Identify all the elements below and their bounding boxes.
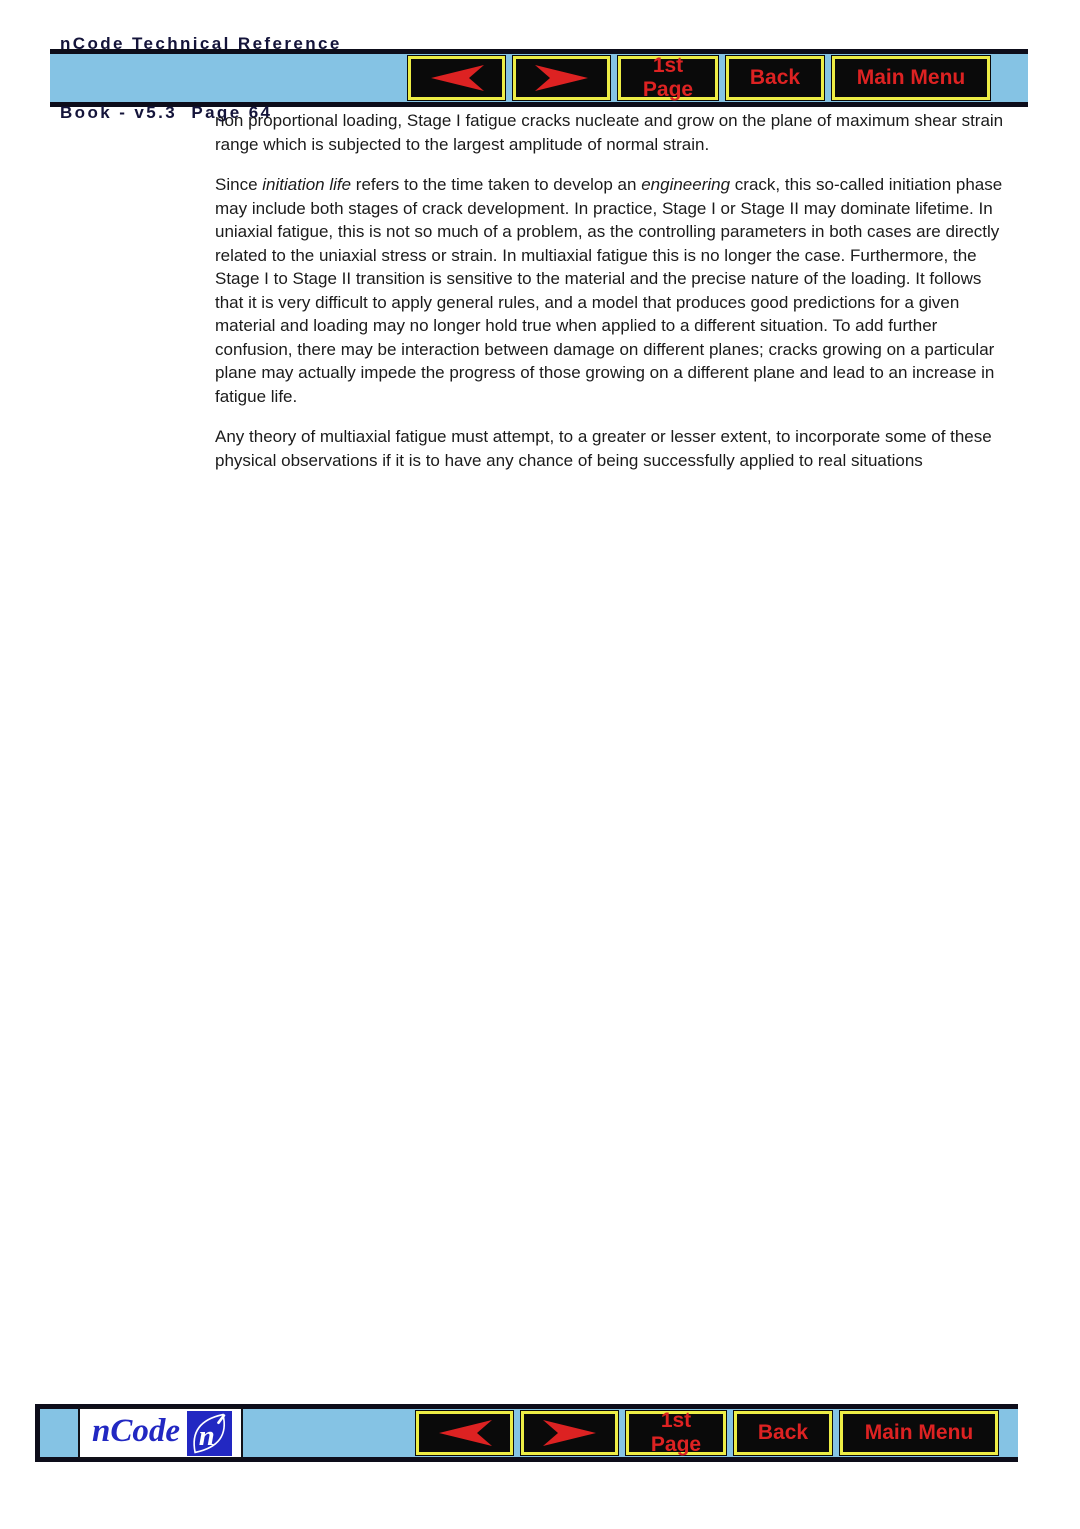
first-page-button[interactable]: 1st Page bbox=[626, 1411, 726, 1455]
page-content bbox=[215, 109, 1012, 489]
footer-nav bbox=[416, 1411, 998, 1455]
prev-page-button[interactable] bbox=[416, 1411, 513, 1455]
paragraph-2-text: Since bbox=[215, 175, 263, 194]
paragraph-3-text: Any theory of multiaxial fatigue must attempt, to a greater or lesser extent, to incorporate some of these physical observations if it is to have any chance of being successfully applied to real situations bbox=[215, 427, 992, 470]
header-nav bbox=[408, 56, 990, 100]
paragraph-2: Since initiation life refers to the time taken to develop an engineering crack, this so-called initiation phase may include both stages of crack development. In practice, Stage I or Stage II may dominate lifetime. In uniaxial fatigue, this is not so much of a problem, as the controlling parameters in both cases are directly related to the uniaxial stress or strain. In multiaxial fatigue this is no longer the case. Furthermore, the Stage I to Stage II transition is sensitive to the material and the precise nature of the loading. It follows that it is very difficult to apply general rules, and a model that produces good predictions for a given material and loading may no longer hold true when applied to a different situation. To add further confusion, there may be interaction between damage on different planes; cracks growing on a particular plane may actually impede the progress of those growing on a different plane and lead to an increase in fatigue life. bbox=[215, 175, 1003, 406]
back-button[interactable]: Back bbox=[726, 56, 824, 100]
header-bar bbox=[50, 34, 1028, 122]
right-arrow-icon bbox=[539, 1418, 601, 1448]
ncode-logo-mark-icon bbox=[187, 1411, 232, 1456]
ncode-logo bbox=[78, 1407, 243, 1459]
title-line-1: nCode Technical Reference bbox=[60, 34, 342, 53]
first-page-button[interactable]: 1st Page bbox=[618, 56, 718, 100]
left-arrow-icon bbox=[434, 1418, 496, 1448]
footer-bar bbox=[35, 1404, 1018, 1462]
paragraph-1-text: non proportional loading, Stage I fatigue cracks nucleate and grow on the plane of maximum shear strain range which is subjected to the largest amplitude of normal strain. bbox=[215, 111, 1004, 154]
next-page-button[interactable] bbox=[521, 1411, 618, 1455]
back-button[interactable]: Back bbox=[734, 1411, 832, 1455]
italic-engineering: engineering bbox=[641, 175, 731, 194]
paragraph-1 bbox=[215, 109, 1012, 156]
title-line-2: Book - v5.3 Page 64 bbox=[60, 103, 273, 122]
ncode-logo-text: nCode bbox=[92, 1412, 181, 1449]
main-menu-button[interactable]: Main Menu bbox=[840, 1411, 998, 1455]
italic-initiation-life: initiation life bbox=[262, 175, 352, 194]
main-menu-button[interactable]: Main Menu bbox=[832, 56, 990, 100]
prev-page-button[interactable] bbox=[408, 56, 505, 100]
next-page-button[interactable] bbox=[513, 56, 610, 100]
paragraph-3 bbox=[215, 425, 1012, 472]
left-arrow-icon bbox=[426, 63, 488, 93]
svg-text:n: n bbox=[198, 1419, 215, 1452]
right-arrow-icon bbox=[531, 63, 593, 93]
